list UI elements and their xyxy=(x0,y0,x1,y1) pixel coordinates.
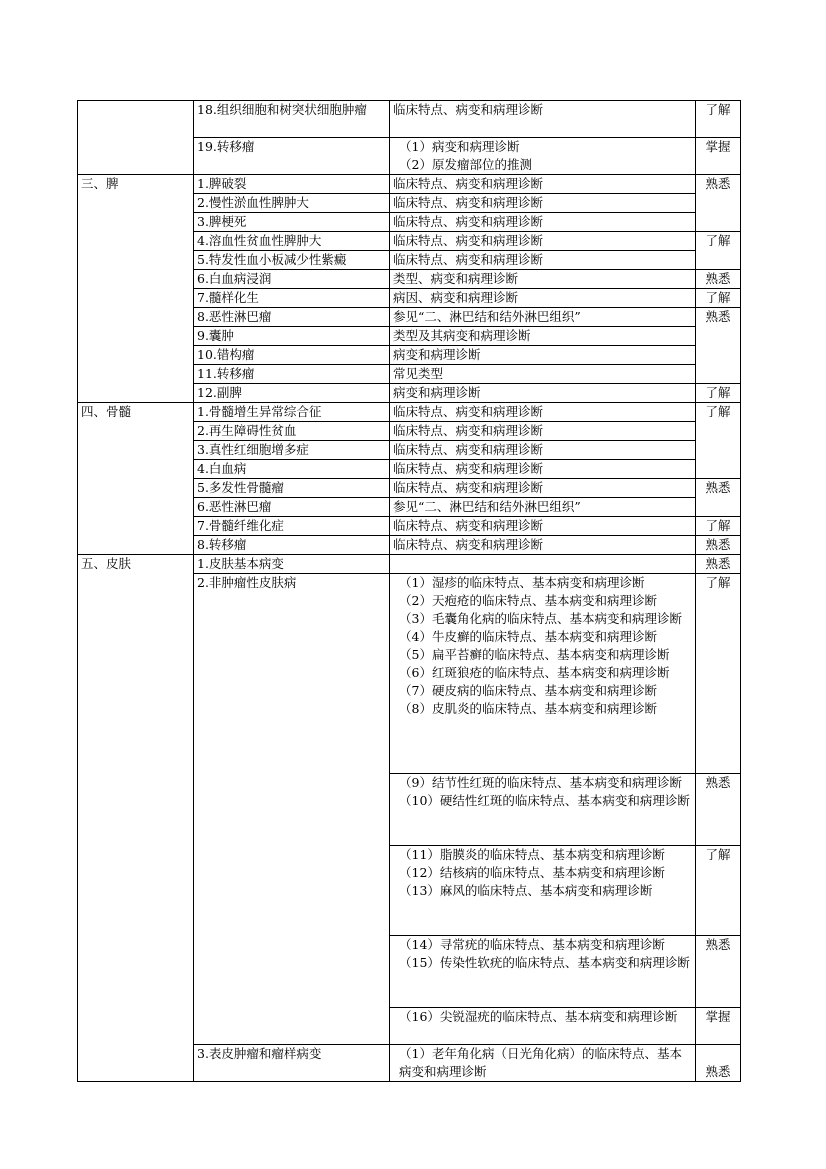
level-cell: 熟悉 xyxy=(696,479,741,517)
level-cell: 熟悉 xyxy=(696,175,741,232)
level-cell: 熟悉 xyxy=(696,555,741,574)
level-cell: 熟悉 xyxy=(696,1045,741,1082)
item-cell: 12.副脾 xyxy=(194,384,390,403)
level-cell: 了解 xyxy=(696,517,741,536)
content-cell: 临床特点、病变和病理诊断 xyxy=(390,460,696,479)
level-cell: 了解 xyxy=(696,403,741,479)
content-line: （12）结核病的临床特点、基本病变和病理诊断 xyxy=(399,865,665,880)
item-cell: 7.髓样化生 xyxy=(194,289,390,308)
section-cell: 四、骨髓 xyxy=(78,403,194,555)
content-line: （7）硬皮病的临床特点、基本病变和病理诊断 xyxy=(399,683,657,698)
item-cell: 5.多发性骨髓瘤 xyxy=(194,479,390,498)
content-cell xyxy=(390,1045,696,1082)
syllabus-table xyxy=(77,100,741,1082)
item-cell: 2.再生障碍性贫血 xyxy=(194,422,390,441)
content-cell xyxy=(390,574,696,774)
item-cell: 9.囊肿 xyxy=(194,327,390,346)
content-cell: 临床特点、病变和病理诊断 xyxy=(390,441,696,460)
content-line: （1）老年角化病（日光角化病）的临床特点、基本病变和病理诊断 xyxy=(399,1046,682,1079)
level-cell: 了解 xyxy=(696,574,741,774)
content-line: （9）结节性红斑的临床特点、基本病变和病理诊断 xyxy=(399,775,682,790)
content-line: （2）原发瘤部位的推测 xyxy=(399,157,532,172)
level-cell: 了解 xyxy=(696,289,741,308)
item-cell: 8.转移瘤 xyxy=(194,536,390,555)
content-line: （4）牛皮癣的临床特点、基本病变和病理诊断 xyxy=(399,629,657,644)
item-cell: 11.转移瘤 xyxy=(194,365,390,384)
content-cell: 参见“二、淋巴结和结外淋巴组织” xyxy=(390,308,696,327)
content-cell xyxy=(390,555,696,574)
level-cell: 熟悉 xyxy=(696,936,741,1008)
content-line: （13）麻风的临床特点、基本病变和病理诊断 xyxy=(399,883,653,898)
content-line: （15）传染性软疣的临床特点、基本病变和病理诊断 xyxy=(399,955,690,970)
content-line: （5）扁平苔癣的临床特点、基本病变和病理诊断 xyxy=(399,647,670,662)
content-cell: 参见“二、淋巴结和结外淋巴组织” xyxy=(390,498,696,517)
item-cell: 4.溶血性贫血性脾肿大 xyxy=(194,232,390,251)
content-cell: 类型及其病变和病理诊断 xyxy=(390,327,696,346)
item-cell: 4.白血病 xyxy=(194,460,390,479)
content-line: （6）红斑狼疮的临床特点、基本病变和病理诊断 xyxy=(399,665,670,680)
section-cell xyxy=(78,101,194,175)
content-cell: 临床特点、病变和病理诊断 xyxy=(390,479,696,498)
item-cell: 10.错构瘤 xyxy=(194,346,390,365)
content-line: （3）毛囊角化病的临床特点、基本病变和病理诊断 xyxy=(399,611,682,626)
content-cell: 临床特点、病变和病理诊断 xyxy=(390,517,696,536)
content-cell xyxy=(390,846,696,936)
level-cell: 熟悉 xyxy=(696,536,741,555)
content-cell xyxy=(390,138,696,175)
content-cell: 临床特点、病变和病理诊断 xyxy=(390,175,696,194)
item-cell: 1.皮肤基本病变 xyxy=(194,555,390,574)
level-cell: 了解 xyxy=(696,232,741,270)
item-cell: 3.真性红细胞增多症 xyxy=(194,441,390,460)
content-cell: 临床特点、病变和病理诊断 xyxy=(390,232,696,251)
content-line: （10）硬结性红斑的临床特点、基本病变和病理诊断 xyxy=(399,793,690,808)
content-cell: 病变和病理诊断 xyxy=(390,346,696,365)
item-cell: 5.特发性血小板减少性紫癜 xyxy=(194,251,390,270)
item-cell: 6.白血病浸润 xyxy=(194,270,390,289)
section-cell: 五、皮肤 xyxy=(78,555,194,1082)
content-line: （8）皮肌炎的临床特点、基本病变和病理诊断 xyxy=(399,701,657,716)
section-cell: 三、脾 xyxy=(78,175,194,403)
content-cell: 常见类型 xyxy=(390,365,696,384)
item-cell: 6.恶性淋巴瘤 xyxy=(194,498,390,517)
content-line: （1）病变和病理诊断 xyxy=(399,139,520,154)
level-cell: 了解 xyxy=(696,384,741,403)
level-cell: 熟悉 xyxy=(696,308,741,384)
table-row xyxy=(78,101,741,138)
content-cell: 病变和病理诊断 xyxy=(390,384,696,403)
item-cell: 2.非肿瘤性皮肤病 xyxy=(194,574,390,1045)
level-cell: 掌握 xyxy=(696,1008,741,1045)
content-line: （16）尖锐湿疣的临床特点、基本病变和病理诊断 xyxy=(399,1009,678,1024)
content-line: （11）脂膜炎的临床特点、基本病变和病理诊断 xyxy=(399,847,665,862)
item-cell: 1.脾破裂 xyxy=(194,175,390,194)
content-cell: 临床特点、病变和病理诊断 xyxy=(390,422,696,441)
content-cell: 临床特点、病变和病理诊断 xyxy=(390,213,696,232)
item-cell: 2.慢性淤血性脾肿大 xyxy=(194,194,390,213)
level-cell: 熟悉 xyxy=(696,774,741,846)
table-row xyxy=(78,175,741,194)
level-cell: 了解 xyxy=(696,846,741,936)
item-cell: 7.骨髓纤维化症 xyxy=(194,517,390,536)
content-cell xyxy=(390,936,696,1008)
content-line: （2）天疱疮的临床特点、基本病变和病理诊断 xyxy=(399,593,657,608)
level-cell: 了解 xyxy=(696,101,741,138)
content-line: （14）寻常疣的临床特点、基本病变和病理诊断 xyxy=(399,937,665,952)
content-cell: 临床特点、病变和病理诊断 xyxy=(390,403,696,422)
content-cell: 类型、病变和病理诊断 xyxy=(390,270,696,289)
item-cell: 19.转移瘤 xyxy=(194,138,390,175)
table-row xyxy=(78,555,741,574)
item-cell: 18.组织细胞和树突状细胞肿瘤 xyxy=(194,101,390,138)
content-cell: 病因、病变和病理诊断 xyxy=(390,289,696,308)
item-cell: 1.骨髓增生异常综合征 xyxy=(194,403,390,422)
content-cell: 临床特点、病变和病理诊断 xyxy=(390,536,696,555)
content-cell: 临床特点、病变和病理诊断 xyxy=(390,251,696,270)
item-cell: 8.恶性淋巴瘤 xyxy=(194,308,390,327)
content-cell xyxy=(390,1008,696,1045)
item-cell: 3.表皮肿瘤和瘤样病变 xyxy=(194,1045,390,1082)
content-cell: 临床特点、病变和病理诊断 xyxy=(390,101,696,138)
content-cell: 临床特点、病变和病理诊断 xyxy=(390,194,696,213)
level-cell: 掌握 xyxy=(696,138,741,175)
content-cell xyxy=(390,774,696,846)
content-line: （1）湿疹的临床特点、基本病变和病理诊断 xyxy=(399,575,645,590)
item-cell: 3.脾梗死 xyxy=(194,213,390,232)
level-cell: 熟悉 xyxy=(696,270,741,289)
table-row xyxy=(78,403,741,422)
